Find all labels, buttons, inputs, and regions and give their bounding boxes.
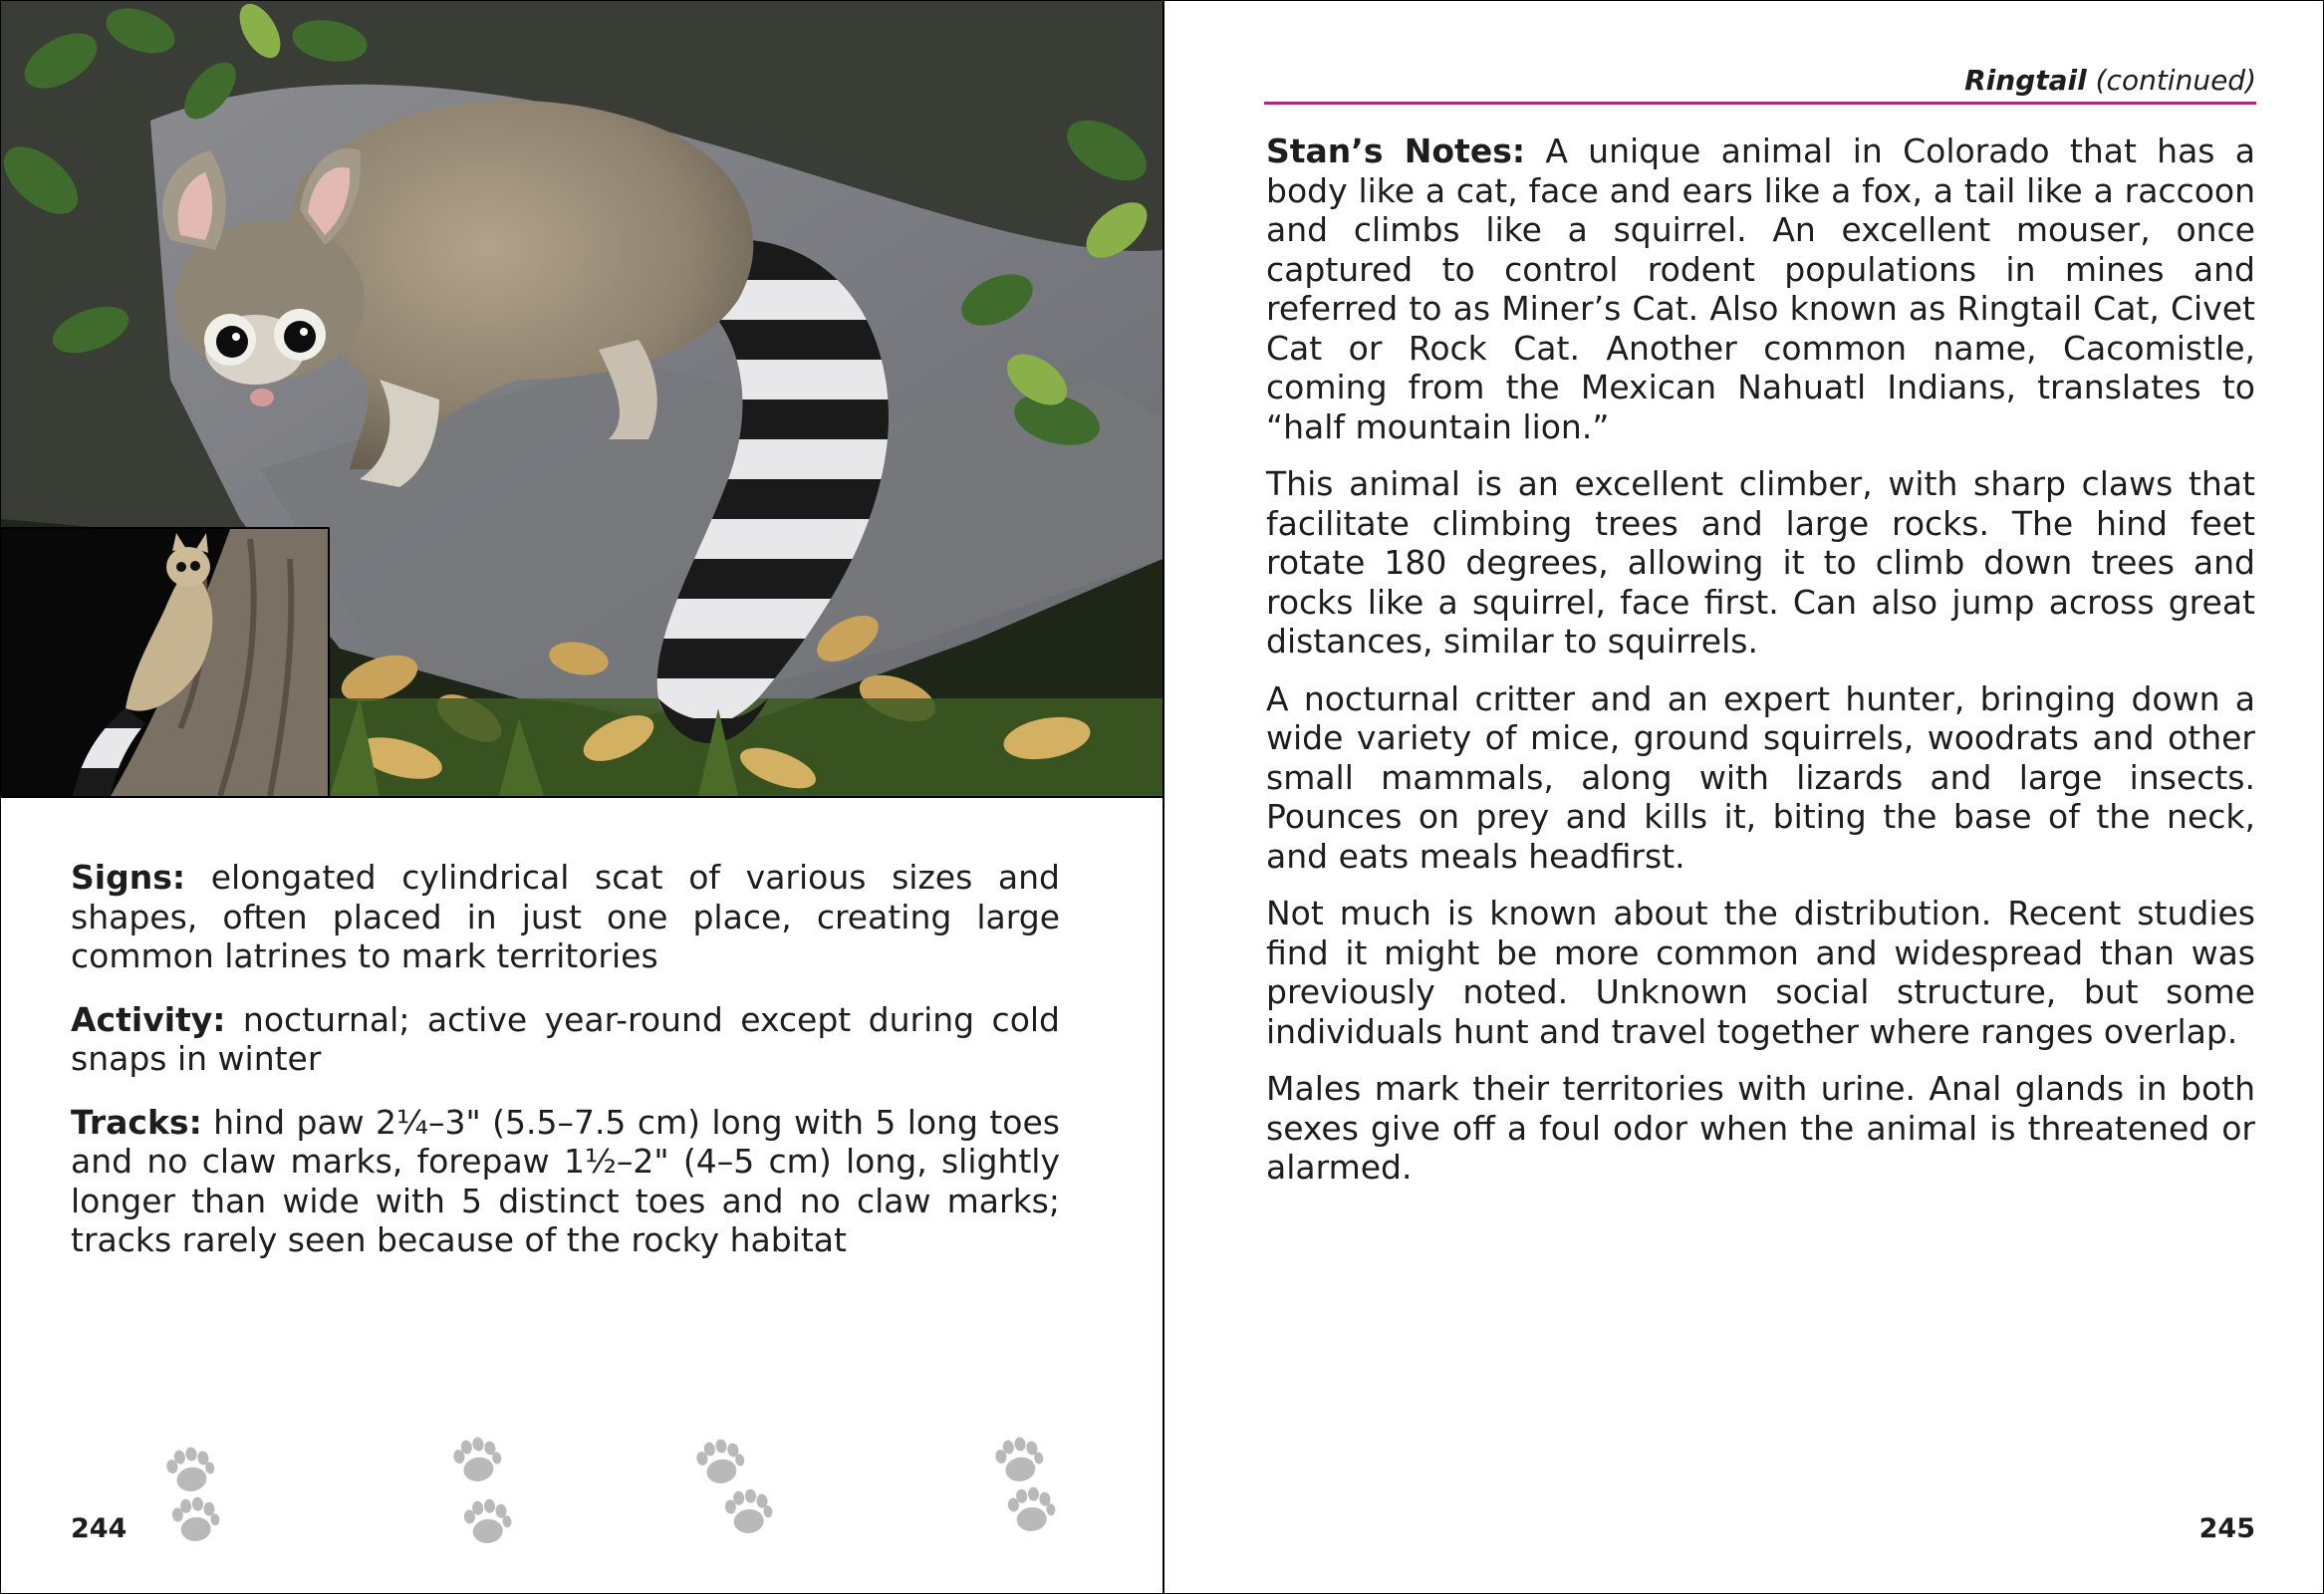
page-number-right: 245	[2198, 1513, 2255, 1544]
page-number-left: 244	[71, 1513, 128, 1544]
tracks-paragraph	[71, 1103, 1060, 1260]
signs-label: Signs:	[71, 858, 186, 897]
running-head-subtitle: (continued)	[2086, 64, 2256, 97]
activity-paragraph	[71, 1000, 1060, 1079]
notes-paragraph-3: A nocturnal critter and an expert hunter, bringing down a wide variety of mice, ground squirrels, woodrats and other small mammals, along with lizards and large insects. Pounces on prey and kills it, biting the base of the neck, and eats meals headfirst.	[1266, 678, 2255, 876]
running-head-title: Ringtail	[1964, 64, 2087, 97]
paw-print-icon	[164, 1444, 218, 1494]
stans-notes	[1266, 132, 2255, 1205]
notes-paragraph-5: Males mark their territories with urine. Anal glands in both sexes give off a foul odor when the animal is threatened or alarmed.	[1266, 1069, 2255, 1187]
activity-label: Activity:	[71, 999, 226, 1039]
ringtail-on-tree-photo	[1, 527, 330, 796]
paw-print-icon	[723, 1487, 774, 1535]
paw-print-icon	[170, 1495, 221, 1543]
notes-paragraph-4: Not much is known about the distribution. Recent studies find it might be more common and widespread than was previously noted. Unknown social structure, but some individuals hunt and travel together where ranges overlap.	[1266, 894, 2255, 1051]
paw-print-icon	[694, 1436, 748, 1486]
paw-print-icon	[462, 1497, 513, 1545]
notes-paragraph-1	[1266, 132, 2255, 446]
paw-print-icon	[993, 1436, 1047, 1485]
notes-paragraph-2: This animal is an excellent climber, with sharp claws that facilitate climbing trees and large rocks. The hind feet rotate 180 degrees, allowing it to climb down trees and rocks like a squirrel, face first. Can also jump across great distances, similar to squirrels.	[1266, 464, 2255, 661]
track-pattern	[1, 1436, 1162, 1555]
running-head-rule	[1264, 102, 2256, 105]
species-details	[71, 858, 1060, 1284]
signs-paragraph	[71, 858, 1060, 976]
paw-print-icon	[451, 1436, 505, 1485]
notes-text-1: A unique animal in Colorado that has a body like a cat, face and ears like a fox, a tail like a raccoon and climbs like a squirrel. An excellent mouser, once captured to control rodent populations in mines and referred to as Miner’s Cat. Also known as Ringtail Cat, Civet Cat or Rock Cat. Another common name, Cacomistle, coming from the Mexican Nahuatl Indians, translates to “half mountain lion.”	[1266, 132, 2255, 446]
tracks-text: hind paw 2¼–3" (5.5–7.5 cm) long with 5 long toes and no claw marks, forepaw 1½–2" (4–5 cm) long, slightly longer than wide with 5 distinct toes and no claw marks; tracks rarely seen because of the rocky habitat	[71, 1102, 1060, 1259]
tracks-label: Tracks:	[71, 1102, 202, 1142]
paw-print-icon	[1006, 1485, 1057, 1533]
page-gutter	[1162, 1, 1164, 1593]
notes-label: Stan’s Notes:	[1266, 132, 1526, 170]
activity-text: nocturnal; active year-round except during cold snaps in winter	[71, 999, 1060, 1078]
running-head	[1264, 63, 2256, 99]
signs-text: elongated cylindrical scat of various sizes and shapes, often placed in just one place, creating large common latrines to mark territories	[71, 858, 1060, 975]
